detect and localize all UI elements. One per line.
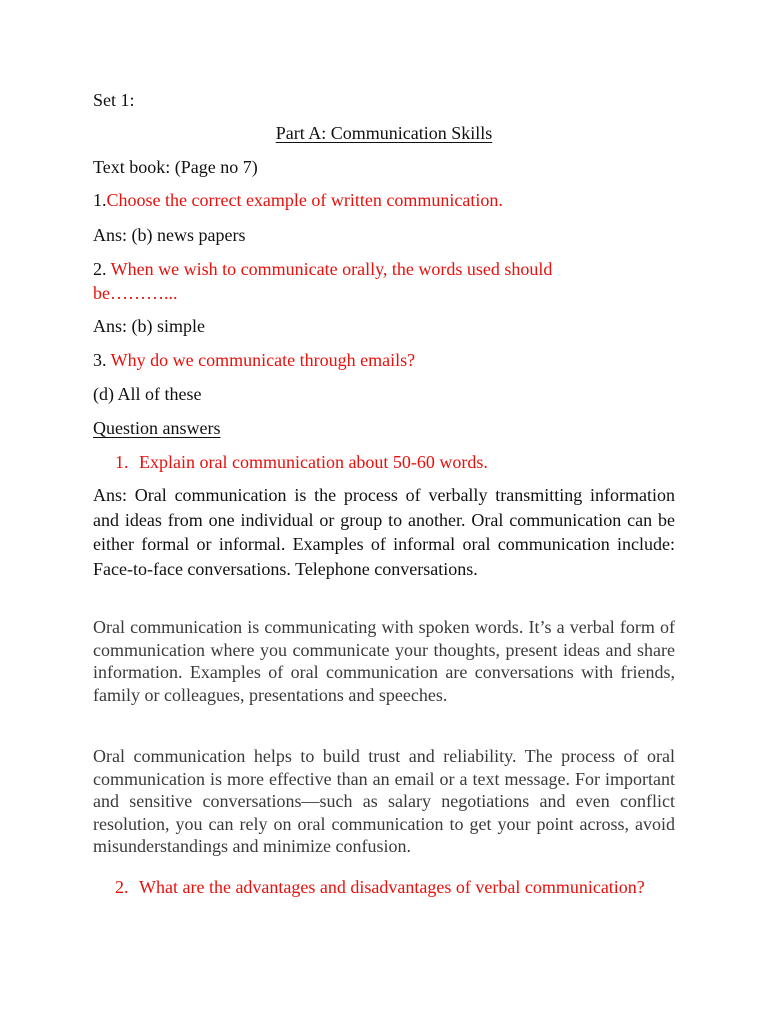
part-title	[0, 122, 768, 144]
qa-1-paragraph-2: Oral communication is communicating with spoken words. It’s a verbal form of communication where you communicate your thoughts, present ideas and share information. Examples of oral communication are conversations with friends, family or colleagues, presentations and speeches.	[93, 617, 675, 705]
qa-2-number: 2.	[115, 877, 129, 897]
mcq-3-question	[93, 349, 415, 371]
set-label: Set 1:	[93, 90, 135, 110]
textbook-reference: Text book: (Page no 7)	[93, 157, 258, 177]
mcq-1-question	[93, 189, 503, 211]
qa-1-answer: Ans: Oral communication is the process of verbally transmitting information and ideas from one individual or group to another. Oral communication can be either formal or informal. Examples of informal oral communication include: Face-to-face conversations. Telephone conversations.	[93, 485, 675, 579]
part-title-text: Part A: Communication Skills	[275, 123, 493, 143]
mcq-3-text: Why do we communicate through emails?	[106, 350, 416, 370]
mcq-2-text-line2: be………...	[93, 283, 178, 303]
mcq-2-number: 2.	[93, 259, 107, 279]
qa-heading-text: Question answers	[93, 418, 221, 438]
qa-1-paragraph-3: Oral communication helps to build trust and reliability. The process of oral communication is more effective than an email or a text message. For important and sensitive conversations—such as salary negotiations and even conflict resolution, you can rely on oral communication to get your point across, avoid misunderstandings and minimize confusion.	[93, 746, 675, 856]
qa-2-question	[115, 876, 675, 898]
qa-1-question	[115, 451, 675, 473]
mcq-2-question	[93, 258, 552, 280]
mcq-2-answer: Ans: (b) simple	[93, 316, 205, 336]
qa-1-number: 1.	[115, 452, 129, 472]
mcq-1-text: Choose the correct example of written communication.	[106, 190, 503, 210]
qa-2-text: What are the advantages and disadvantages of verbal communication?	[139, 877, 645, 897]
mcq-2-text-line1: When we wish to communicate orally, the words used should	[106, 259, 553, 279]
qa-1-text: Explain oral communication about 50-60 words.	[139, 452, 488, 472]
mcq-3-answer: (d) All of these	[93, 384, 202, 404]
qa-heading	[93, 417, 220, 439]
mcq-1-answer: Ans: (b) news papers	[93, 225, 246, 245]
mcq-1-number: 1.	[93, 190, 107, 210]
mcq-3-number: 3.	[93, 350, 107, 370]
